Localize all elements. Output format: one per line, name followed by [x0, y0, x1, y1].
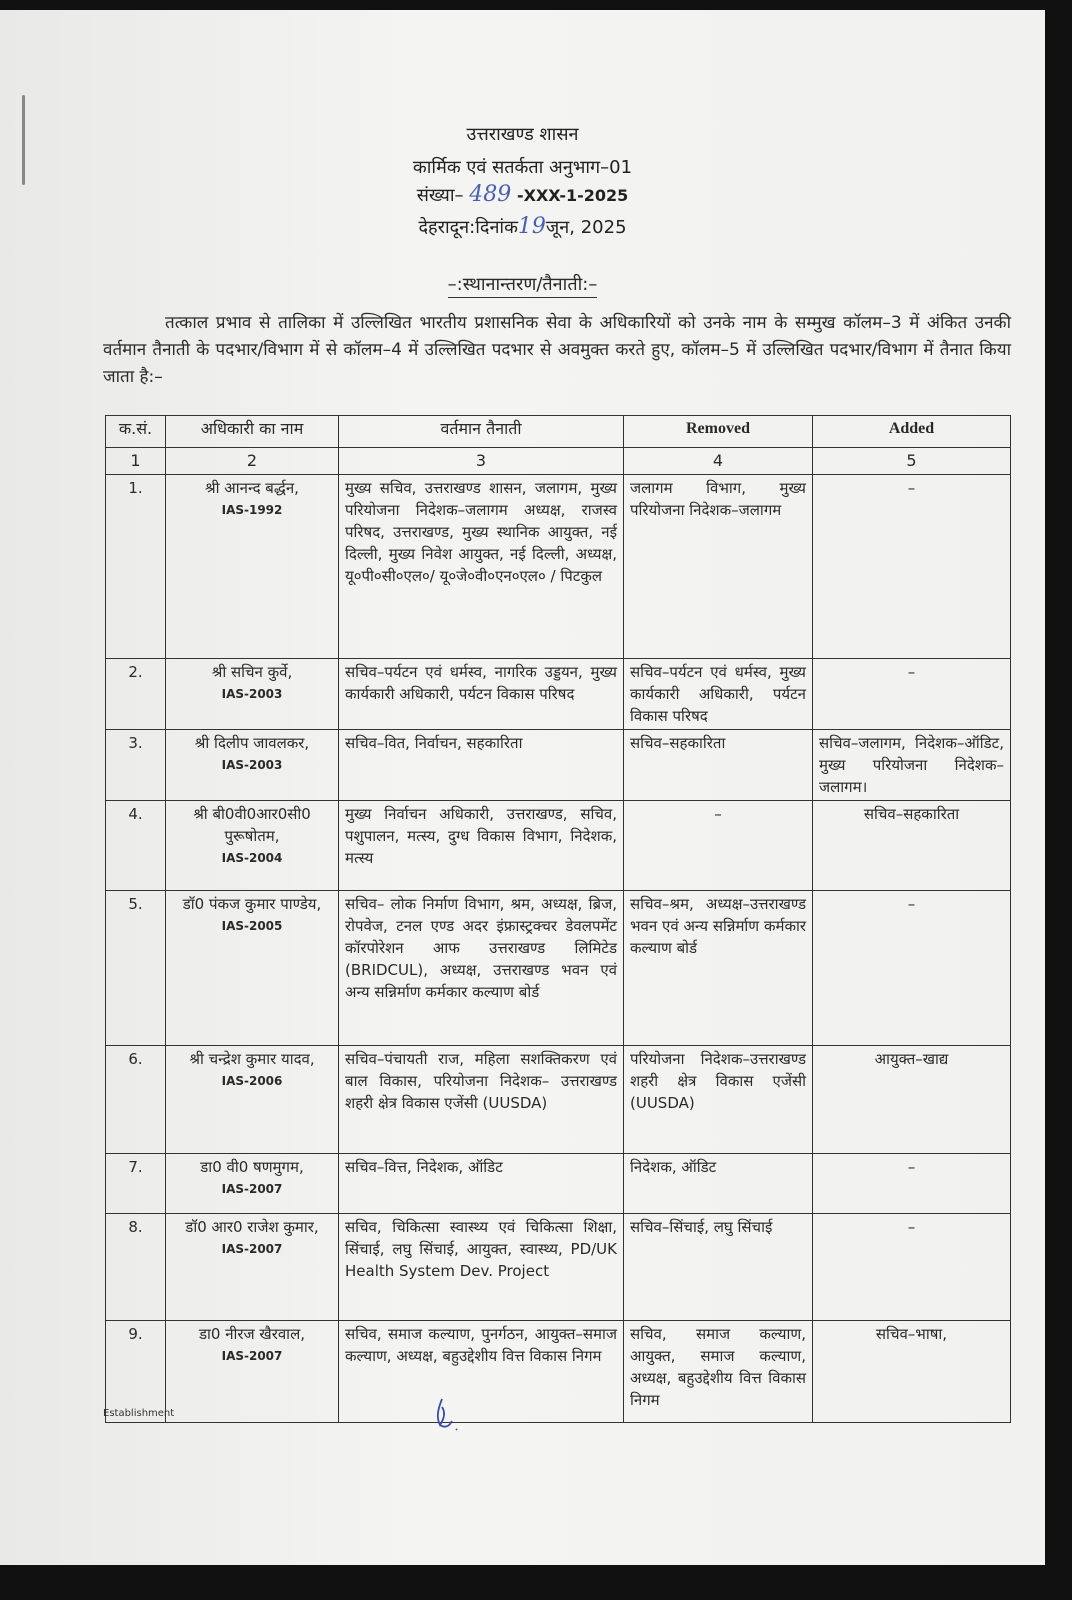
table-row: [106, 1154, 1011, 1214]
column-number-row: [106, 448, 1011, 475]
removed-cell: –: [624, 801, 813, 891]
column-number: 5: [813, 448, 1011, 475]
serial-number-cell: 8.: [106, 1214, 166, 1321]
officer-name: श्री बी0वी0आर0सी0 पुरूषोतम,: [193, 805, 311, 845]
added-cell: –: [813, 475, 1011, 659]
table-row: [106, 891, 1011, 1046]
table-row: [106, 1321, 1011, 1423]
added-cell: आयुक्त–खाद्य: [813, 1046, 1011, 1154]
intro-paragraph: तत्काल प्रभाव से तालिका में उल्लिखित भारतीय प्रशासनिक सेवा के अधिकारियों को उनके नाम के सम्मुख कॉलम–3 में अंकित उनकी वर्तमान तैनाती के पदभार/विभाग में से कॉलम–4 में उल्लिखित पदभार से अवमुक्त करते हुए, कॉलम–5 में उल्लिखित पदभार/विभाग में तैनात किया जाता है:–: [103, 313, 1011, 387]
removed-cell: परियोजना निदेशक–उत्तराखण्ड शहरी क्षेत्र विकास एजेंसी (UUSDA): [624, 1046, 813, 1154]
officer-batch: IAS-2005: [221, 919, 283, 933]
officer-name-cell: [166, 1154, 339, 1214]
removed-cell: सचिव–पर्यटन एवं धर्मस्व, मुख्य कार्यकारी अधिकारी, पर्यटन विकास परिषद: [624, 659, 813, 730]
header-serial: क.सं.: [106, 416, 166, 448]
serial-number-cell: 5.: [106, 891, 166, 1046]
officer-name: श्री दिलीप जावलकर,: [194, 734, 310, 752]
order-date: [0, 214, 1045, 239]
header-added: Added: [813, 416, 1011, 448]
officer-name: श्री चन्द्रेश कुमार यादव,: [189, 1050, 315, 1068]
signature-initials: [428, 1395, 468, 1435]
header-removed: Removed: [624, 416, 813, 448]
officer-name-cell: [166, 659, 339, 730]
table-row: [106, 475, 1011, 659]
government-title: उत्तराखण्ड शासन: [466, 124, 579, 145]
officer-name-cell: [166, 730, 339, 801]
serial-number-cell: 6.: [106, 1046, 166, 1154]
added-cell: –: [813, 891, 1011, 1046]
transfer-table: [105, 415, 1011, 1423]
serial-number-cell: 9.: [106, 1321, 166, 1423]
column-number: 2: [166, 448, 339, 475]
added-cell: –: [813, 1214, 1011, 1321]
current-posting-cell: सचिव–वित, निर्वाचन, सहकारिता: [339, 730, 624, 801]
number-suffix: -XXX-1-2025: [516, 186, 629, 205]
serial-number-cell: 7.: [106, 1154, 166, 1214]
current-posting-cell: सचिव–पर्यटन एवं धर्मस्व, नागरिक उड्डयन, मुख्य कार्यकारी अधिकारी, पर्यटन विकास परिषद: [339, 659, 624, 730]
table-row: [106, 1046, 1011, 1154]
officer-name-cell: [166, 475, 339, 659]
serial-number-cell: 1.: [106, 475, 166, 659]
table-header-row: [106, 416, 1011, 448]
officer-name-cell: [166, 801, 339, 891]
column-number: 4: [624, 448, 813, 475]
handwritten-date: 19: [517, 214, 546, 239]
subject-line: [0, 272, 1045, 296]
added-cell: सचिव–जलागम, निदेशक–ऑडिट, मुख्य परियोजना निदेशक– जलागम।: [813, 730, 1011, 801]
officer-batch: IAS-2007: [221, 1349, 283, 1363]
table-row: [106, 801, 1011, 891]
table-row: [106, 730, 1011, 801]
document-page: [0, 10, 1045, 1565]
added-cell: –: [813, 1154, 1011, 1214]
removed-cell: सचिव–सिंचाई, लघु सिंचाई: [624, 1214, 813, 1321]
added-cell: –: [813, 659, 1011, 730]
number-prefix: संख्या–: [416, 185, 464, 206]
officer-batch: IAS-2006: [221, 1074, 283, 1088]
officer-batch: IAS-1992: [221, 503, 283, 517]
current-posting-cell: सचिव–वित्त, निदेशक, ऑडिट: [339, 1154, 624, 1214]
officer-batch: IAS-2007: [221, 1182, 283, 1196]
officer-name-cell: [166, 1046, 339, 1154]
officer-batch: IAS-2003: [221, 758, 283, 772]
officer-batch: IAS-2007: [221, 1242, 283, 1256]
removed-cell: सचिव–सहकारिता: [624, 730, 813, 801]
subject-text: –:स्थानान्तरण/तैनाती:–: [448, 274, 598, 298]
header-current-posting: वर्तमान तैनाती: [339, 416, 624, 448]
date-suffix: जून, 2025: [545, 217, 627, 238]
officer-name-cell: [166, 891, 339, 1046]
footer-establishment: Establishment: [103, 1408, 175, 1419]
current-posting-cell: सचिव–पंचायती राज, महिला सशक्तिकरण एवं बाल विकास, परियोजना निदेशक– उत्तराखण्ड शहरी क्षेत्र विकास एजेंसी (UUSDA): [339, 1046, 624, 1154]
officer-name-cell: [166, 1321, 339, 1423]
officer-name: श्री आनन्द बर्द्धन,: [205, 479, 299, 497]
officer-name-cell: [166, 1214, 339, 1321]
current-posting-cell: सचिव– लोक निर्माण विभाग, श्रम, अध्यक्ष, ब्रिज, रोपवेज, टनल एण्ड अदर इंफ्रास्ट्रक्चर डेवलपमेंट कॉरपोरेशन आफ उत्तराखण्ड लिमिटेड (BRIDCUL), अध्यक्ष, उत्तराखण्ड भवन एवं अन्य सन्निर्माण कर्मकार कल्याण बोर्ड: [339, 891, 624, 1046]
serial-number-cell: 4.: [106, 801, 166, 891]
current-posting-cell: मुख्य निर्वाचन अधिकारी, उत्तराखण्ड, सचिव, पशुपालन, मत्स्य, दुग्ध विकास विभाग, निदेशक, मत्स्य: [339, 801, 624, 891]
officer-name: डा0 वी0 षणमुगम,: [200, 1158, 304, 1176]
table-row: [106, 659, 1011, 730]
added-cell: सचिव–भाषा,: [813, 1321, 1011, 1423]
serial-number-cell: 2.: [106, 659, 166, 730]
column-number: 3: [339, 448, 624, 475]
column-number: 1: [106, 448, 166, 475]
officer-batch: IAS-2003: [221, 687, 283, 701]
current-posting-cell: सचिव, चिकित्सा स्वास्थ्य एवं चिकित्सा शिक्षा, सिंचाई, लघु सिंचाई, आयुक्त, स्वास्थ्य, PD/UK Health System Dev. Project: [339, 1214, 624, 1321]
removed-cell: निदेशक, ऑडिट: [624, 1154, 813, 1214]
table-row: [106, 1214, 1011, 1321]
officer-name: डॉ0 आर0 राजेश कुमार,: [185, 1218, 319, 1236]
officer-name: श्री सचिन कुर्वे,: [211, 663, 293, 681]
removed-cell: जलागम विभाग, मुख्य परियोजना निदेशक–जलागम: [624, 475, 813, 659]
removed-cell: सचिव–श्रम, अध्यक्ष–उत्तराखण्ड भवन एवं अन्य सन्निर्माण कर्मकार कल्याण बोर्ड: [624, 891, 813, 1046]
removed-cell: सचिव, समाज कल्याण, आयुक्त, समाज कल्याण, अध्यक्ष, बहुउद्देशीय वित्त विकास निगम: [624, 1321, 813, 1423]
officer-name: डा0 नीरज खैरवाल,: [198, 1325, 306, 1343]
officer-name: डॉ0 पंकज कुमार पाण्डेय,: [182, 895, 322, 913]
department-title: कार्मिक एवं सतर्कता अनुभाग–01: [412, 157, 633, 178]
added-cell: सचिव–सहकारिता: [813, 801, 1011, 891]
handwritten-number: 489: [469, 182, 512, 207]
current-posting-cell: सचिव, समाज कल्याण, पुनर्गठन, आयुक्त–समाज कल्याण, अध्यक्ष, बहुउद्देशीय वित्त विकास निगम: [339, 1321, 624, 1423]
current-posting-cell: मुख्य सचिव, उत्तराखण्ड शासन, जलागम, मुख्य परियोजना निदेशक–जलागम अध्यक्ष, राजस्व परिषद, उत्तराखण्ड, मुख्य स्थानिक आयुक्त, नई दिल्ली, मुख्य निवेश आयुक्त, नई दिल्ली, अध्यक्ष, यू०पी०सी०एल०/ यू०जे०वी०एन०एल० / पिटकुल: [339, 475, 624, 659]
date-prefix: देहरादून:दिनांक: [418, 217, 518, 238]
officer-batch: IAS-2004: [221, 851, 283, 865]
order-number: [0, 182, 1045, 207]
serial-number-cell: 3.: [106, 730, 166, 801]
header-officer-name: अधिकारी का नाम: [166, 416, 339, 448]
